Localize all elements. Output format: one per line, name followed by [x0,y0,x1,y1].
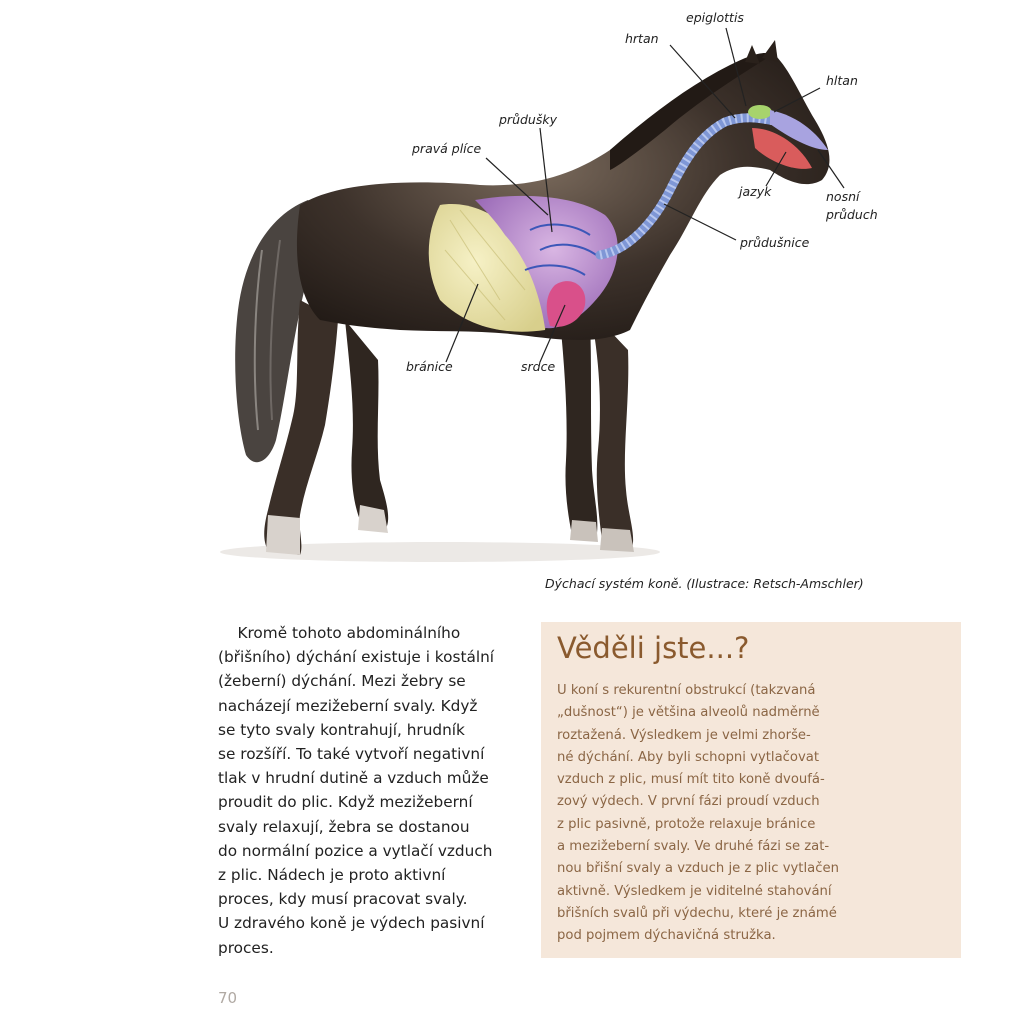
sidebox-line: z plic pasivně, protože relaxuje bránice [557,816,816,832]
sidebox-line: roztažená. Výsledkem je velmi zhorše- [557,727,811,743]
caption-credit: (Ilustrace: Retsch-Amschler) [686,576,864,591]
body-line: se tyto svaly kontrahují, hrudník [218,720,465,739]
sidebox-line: zový výdech. V první fázi proudí vzduch [557,794,820,810]
sidebox-line: U koní s rekurentní obstrukcí (takzvaná [557,683,816,698]
sidebox-line: nou břišní svaly a vzduch je z plic vytlačen [557,861,839,877]
body-paragraph [218,621,523,960]
body-line: Kromě tohoto abdominálního [218,624,461,642]
label-diaphragm: bránice [406,359,453,374]
epiglottis-region [748,105,772,119]
sidebox-line: „dušnost“) je většina alveolů nadměrně [557,705,820,721]
caption-main: Dýchací systém koně. [545,576,683,591]
body-line: nacházejí mezižeberní svaly. Když [218,696,478,715]
sidebox-line: vzduch z plic, musí mít tito koně dvoufá- [557,772,825,788]
sidebox-line: aktivně. Výsledkem je viditelné stahování [557,883,832,899]
label-pharynx: hltan [826,73,858,88]
label-nostril-line1: nosní [826,189,860,204]
body-line: proudit do plic. Když mezižeberní [218,793,473,812]
horse-front-leg-far [560,320,597,540]
label-epiglottis: epiglottis [686,10,744,25]
label-larynx: hrtan [625,31,659,46]
body-line: proces, kdy musí pracovat svaly. [218,890,468,909]
sidebox-line: a mezižeberní svaly. Ve druhé fázi se zat- [557,839,830,855]
body-line: svaly relaxují, žebra se dostanou [218,817,470,836]
did-you-know-title: Věděli jste...? [557,631,750,665]
label-tongue: jazyk [739,184,772,199]
body-line: se rozšíří. To také vytvoří negativní [218,745,485,764]
label-nostril-line2: průduch [826,207,878,222]
label-trachea: průdušnice [740,235,810,250]
body-line: proces. [218,938,274,957]
page-number: 70 [218,989,238,1007]
body-line: do normální pozice a vytlačí vzduch [218,841,493,860]
label-heart: srdce [521,359,556,374]
label-right-lung: pravá plíce [412,141,482,156]
sidebox-line: né dýchání. Aby byli schopni vytlačovat [557,749,820,765]
horse-hind-leg-far [345,320,388,530]
label-bronchi: průdušky [499,112,558,127]
body-line: U zdravého koně je výdech pasivní [218,914,485,933]
body-line: z plic. Nádech je proto aktivní [218,866,446,885]
sidebox-line: břišních svalů při výdechu, které je známé [557,905,837,921]
figure-caption [545,576,864,591]
did-you-know-text [557,680,839,948]
body-line: (břišního) dýchání existuje i kostální [218,648,495,667]
body-line: (žeberní) dýchání. Mezi žebry se [218,672,466,691]
sidebox-line: pod pojmem dýchavičná stružka. [557,928,776,944]
body-line: tlak v hrudní dutině a vzduch může [218,769,489,788]
